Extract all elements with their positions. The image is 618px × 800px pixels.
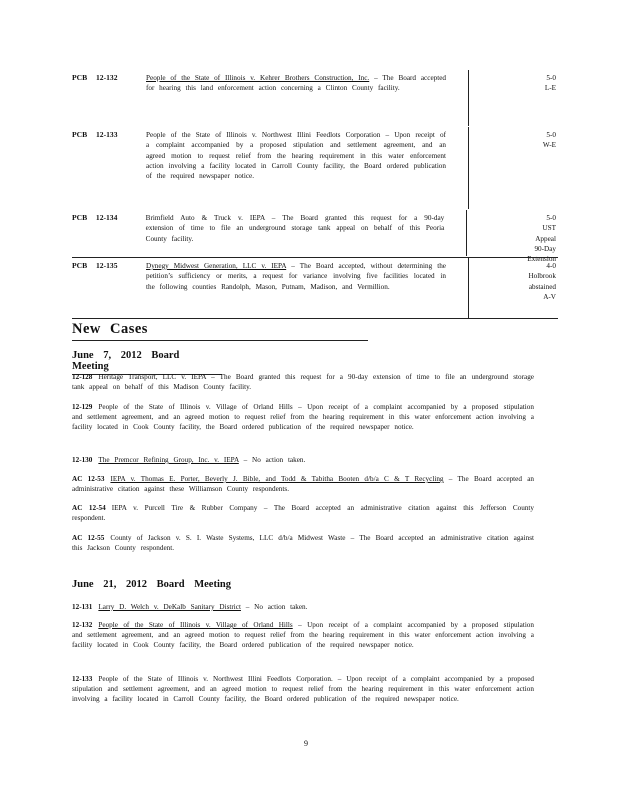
list-item [72, 533, 534, 553]
vote-cell [469, 127, 558, 209]
case-title-link[interactable]: The Premcor Refining Group, Inc. v. IEPA [98, 456, 239, 464]
case-text: People of the State of Illinois v. Northwest Illini Feedlots Corporation. – Upon receipt of a complaint accompanied by a proposed stipulation and settlement agreement, and an agreed motion to request relief from the hearing requirement in this water enforcement action involving a facility located in Carroll County facility, the Board ordered publication of the required newspaper notice. [72, 675, 534, 704]
case-text: – The Board accepted, without determining the petition’s sufficiency or merits, a request for variance involving five facilities located in the following counties Randolph, Mason, Putnam, Madison, and Vermillion. [146, 262, 446, 291]
case-number: 12-133 [72, 675, 93, 683]
table-row [72, 257, 558, 319]
case-text: County of Jackson v. S. I. Waste Systems, LLC d/b/a Midwest Waste – The Board accepted an administrative citation against this Jackson County respondent. [72, 534, 534, 553]
case-text: People of the State of Illinois v. Northwest Illini Feedlots Corporation – Upon receipt of a complaint accompanied by a proposed stipulation and settlement agreement, and an agreed motion to request relief from the hearing requirement in this water enforcement action involving a facility located in Carroll County facility, the Board ordered publication of the required newspaper notice. [146, 131, 446, 181]
list-item [72, 602, 534, 612]
list-item [72, 402, 534, 433]
case-number: AC 12-53 [72, 475, 105, 483]
vote-count: 5-0 [546, 214, 556, 222]
case-text: People of the State of Illinois v. Village of Orland Hills – Upon receipt of a complaint accompanied by a proposed stipulation and settlement agreement, and an agreed motion to request relief from the hearing requirement in this water enforcement action involving a facility located in Cook County facility, the Board ordered publication of the required newspaper notice. [72, 403, 534, 432]
case-number: 12-129 [72, 403, 93, 411]
case-text: – No action taken. [238, 456, 306, 464]
case-prefix: PCB [72, 73, 88, 82]
table-row [72, 127, 558, 210]
case-number: 12-135 [96, 261, 118, 270]
case-description [146, 127, 446, 209]
vote-note: UST Appeal 90-Day Extension [527, 224, 557, 264]
case-number: 12-128 [72, 373, 93, 381]
list-item [72, 503, 534, 523]
case-prefix: PCB [72, 213, 88, 222]
case-text: Heritage Transport, LLC v. IEPA – The Board granted this request for a 90-day extension of time to file an underground storage tank appeal on behalf of this Madison County facility. [72, 373, 534, 392]
case-number: 12-131 [72, 603, 93, 611]
case-number: AC 12-55 [72, 534, 105, 542]
list-item [72, 620, 534, 651]
vote-count: 5-0 [546, 74, 556, 82]
case-text: – Upon receipt of a complaint accompanied by a proposed stipulation and settlement agreement, and an agreed motion to request relief from the hearing requirement in this water enforcement action involving a facility located in Cook County facility, the Board ordered publication of the required newspaper notice. [72, 621, 534, 650]
case-number: 12-133 [96, 130, 118, 139]
vote-cell [469, 258, 558, 318]
section-heading-new-cases: New Cases [72, 321, 368, 341]
case-text: IEPA v. Purcell Tire & Rubber Company – The Board accepted an administrative citation against this Jefferson County respondent. [72, 504, 535, 523]
case-description [146, 258, 446, 318]
vote-cell [467, 210, 558, 264]
meeting-heading-june-21: June 21, 2012 Board Meeting [72, 579, 231, 590]
page-number: 9 [304, 739, 308, 748]
case-prefix: PCB [72, 261, 88, 270]
case-title-link[interactable]: People of the State of Illinois v. Village of Orland Hills [98, 621, 293, 629]
vote-note: Holbrook abstained A-V [528, 272, 556, 301]
case-number: 12-130 [72, 456, 93, 464]
meeting-heading-june-7: June 7, 2012 Board Meeting [72, 350, 222, 375]
list-item [72, 674, 534, 705]
list-item [72, 372, 534, 392]
case-number: 12-134 [95, 213, 118, 222]
case-number: AC 12-54 [72, 504, 106, 512]
vote-count: 4-0 [546, 262, 556, 270]
case-title-link[interactable]: People of the State of Illinois v. Kehrer Brothers Construction, Inc. [146, 74, 370, 82]
case-number: 12-132 [72, 621, 93, 629]
case-title-link[interactable]: Dynegy Midwest Generation, LLC v. IEPA [146, 262, 287, 270]
table-row [72, 210, 558, 264]
case-prefix: PCB [72, 130, 88, 139]
case-number: 12-132 [96, 73, 118, 82]
vote-note: L-E [544, 84, 556, 93]
vote-cell [469, 70, 558, 126]
vote-count: 5-0 [546, 131, 556, 139]
list-item [72, 474, 534, 494]
case-text: – The Board accepted an administrative citation against these Williamson County respondents. [72, 475, 535, 494]
case-title-link[interactable]: IEPA v. Thomas E. Porter, Beverly J. Bible, and Todd & Tabitha Booten d/b/a C & T Recycling [110, 475, 444, 483]
case-description [146, 70, 446, 126]
case-table [72, 70, 558, 319]
vote-note: W-E [542, 141, 556, 150]
case-text: – The Board accepted for hearing this land enforcement action concerning a Clinton County facility. [146, 74, 447, 93]
case-text: – No action taken. [240, 603, 308, 611]
table-row [72, 70, 558, 127]
case-description [146, 210, 445, 256]
case-title-link[interactable]: Larry D. Welch v. DeKalb Sanitary District [98, 603, 241, 611]
list-item [72, 455, 534, 465]
case-text: Brimfield Auto & Truck v. IEPA – The Board granted this request for a 90-day extension of time to file an underground storage tank appeal on behalf of this Peoria County facility. [145, 214, 445, 243]
